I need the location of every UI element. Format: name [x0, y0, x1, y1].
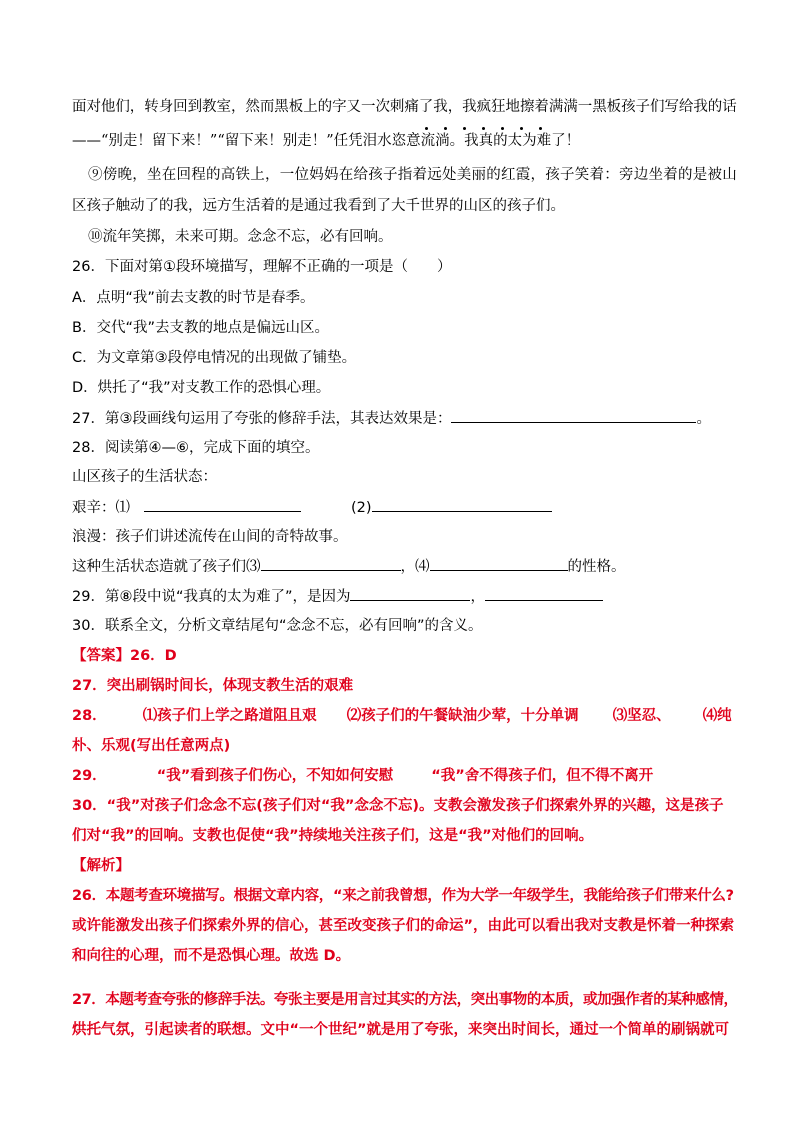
answer-29-part-1: “我”看到孩子们伤心，不知如何安慰	[156, 768, 394, 784]
question-27-end: 。	[696, 411, 711, 427]
question-28-character	[72, 556, 626, 577]
analysis-26-line-2: 或许能激发出孩子们探索外界的信心，甚至改变孩子们的命运”，由此可以看出我对支教是怀着一种探索	[72, 918, 735, 934]
passage-quote: ——“别走！留下来！”“留下来！别走！”任凭泪水恣意流淌。	[72, 133, 465, 149]
answer-28	[72, 706, 732, 726]
answer-blank[interactable]	[372, 497, 552, 512]
answer-30-line-2: 们对“我”的回响。支教也促使“我”持续地关注孩子们，这是“我”对他们的回响。	[72, 828, 594, 844]
question-30: 30．联系全文，分析文章结尾句“念念不忘，必有回响”的含义。	[72, 618, 483, 634]
question-29	[72, 586, 603, 607]
option-a: A．点明“我”前去支教的时节是春季。	[72, 290, 315, 306]
answer-blank[interactable]	[350, 586, 470, 601]
question-29-text: 29．第⑧段中说“我真的太为难了”，是因为	[72, 589, 351, 605]
answer-27: 27．突出刷锅时间长，体现支教生活的艰难	[72, 678, 354, 694]
answer-label: 【答案】26．D	[72, 648, 177, 664]
character-end: 的性格。	[567, 559, 626, 575]
hardship-label: 艰辛：⑴	[72, 500, 130, 516]
passage-para-9-line-1: ⑨傍晚，坐在回程的高铁上，一位妈妈在给孩子指着远处美丽的红霞，孩子笑着：旁边坐着的是被山	[88, 167, 737, 183]
answer-blank[interactable]	[430, 556, 568, 571]
passage-line-2-end: ！	[565, 133, 581, 149]
answer-28-line-2: 朴、乐观(写出任意两点)	[72, 738, 231, 754]
passage-line-1: 面对他们，转身回到教室，然而黑板上的字又一次刺痛了我，我疯狂地擦着满满一黑板孩子们写给我的话	[72, 99, 737, 115]
option-d: D．烘托了“我”对支教工作的恐惧心理。	[72, 380, 331, 396]
question-28: 28．阅读第④—⑥，完成下面的填空。	[72, 440, 320, 456]
character-text: 这种生活状态造就了孩子们⑶	[72, 559, 261, 575]
question-27-text: 27．第③段画线句运用了夸张的修辞手法，其表达效果是：	[72, 411, 452, 427]
question-29-sep: ，	[470, 589, 485, 605]
passage-para-10: ⑩流年笑掷，未来可期。念念不忘，必有回响。	[88, 229, 393, 245]
option-c: C．为文章第③段停电情况的出现做了铺垫。	[72, 350, 357, 366]
hardship-label-2: (2)	[351, 500, 372, 516]
answer-29-part-2: “我”舍不得孩子们，但不得不离开	[431, 768, 654, 784]
answer-28-part-1: ⑴孩子们上学之路道阻且艰	[142, 708, 317, 724]
answer-28-number: 28．	[72, 708, 107, 724]
answer-blank[interactable]	[451, 408, 696, 423]
passage-line-2	[72, 131, 580, 151]
answer-29	[72, 766, 653, 786]
analysis-26-line-1: 26．本题考查环境描写。根据文章内容，“来之前我曾想，作为大学一年级学生，我能给孩子们带来什么?	[72, 888, 734, 904]
question-28-heading: 山区孩子的生活状态：	[72, 469, 217, 485]
answer-28-part-3: ⑶坚忍、	[612, 708, 671, 724]
answer-30-line-1: 30．“我”对孩子们念念不忘(孩子们对“我”念念不忘)。支教会激发孩子们探索外界的兴趣，这是孩子	[72, 798, 724, 814]
question-27	[72, 408, 711, 429]
analysis-27-line-2: 烘托气氛，引起读者的联想。文中“一个世纪”就是用了夸张，来突出时间长，通过一个简单的刷锅就可	[72, 1022, 730, 1038]
answer-blank[interactable]	[485, 586, 603, 601]
option-b: B．交代“我”去支教的地点是偏远山区。	[72, 320, 329, 336]
answer-29-number: 29．	[72, 768, 107, 784]
analysis-label: 【解析】	[72, 858, 130, 874]
answer-blank[interactable]	[144, 497, 301, 512]
analysis-26-line-3: 和向往的心理，而不是恐惧心理。故选 D。	[72, 948, 351, 964]
question-26: 26．下面对第①段环境描写，理解不正确的一项是（ ）	[72, 259, 452, 275]
passage-para-9-line-2: 区孩子触动了的我，远方生活着的是通过我看到了大千世界的山区的孩子们。	[72, 198, 565, 214]
character-mid: ，⑷	[400, 559, 430, 575]
question-28-romantic: 浪漫：孩子们讲述流传在山间的奇特故事。	[72, 529, 348, 545]
emphasized-phrase: 我真的太为难了	[464, 133, 566, 149]
analysis-27-line-1: 27．本题考查夸张的修辞手法。夸张主要是用言过其实的方法，突出事物的本质，或加强作者的某种感情，	[72, 992, 738, 1008]
answer-28-part-2: ⑵孩子们的午餐缺油少荤，十分单调	[346, 708, 579, 724]
answer-blank[interactable]	[261, 556, 401, 571]
question-28-hardship	[72, 497, 552, 518]
answer-28-part-4: ⑷纯	[702, 708, 732, 724]
